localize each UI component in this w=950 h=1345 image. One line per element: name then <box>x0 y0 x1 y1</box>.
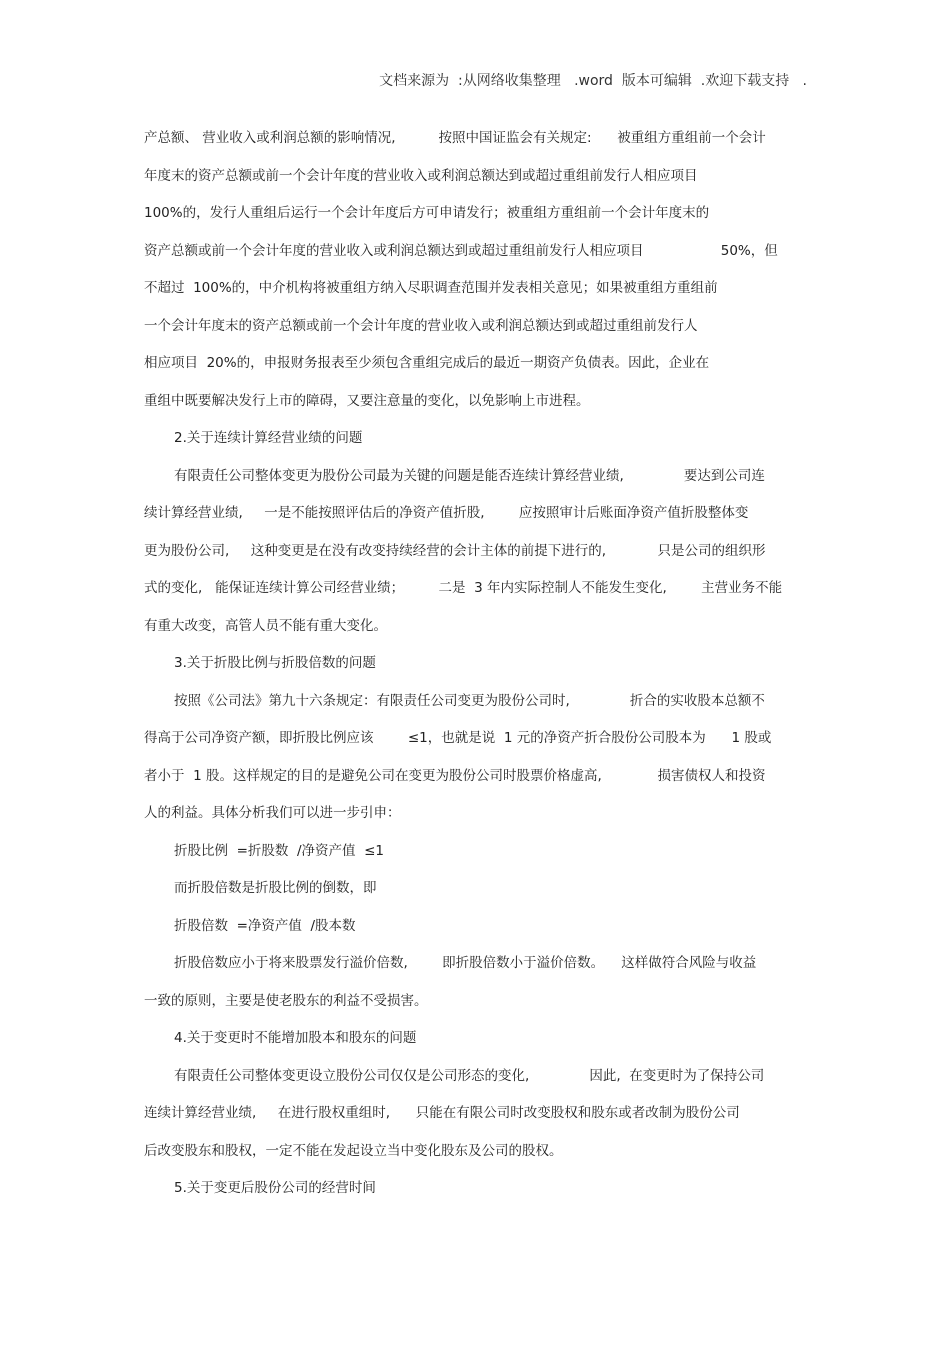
text-line: 人的利益。具体分析我们可以进一步引申： <box>144 805 401 821</box>
text-line: 资产总额或前一个会计年度的营业收入或利润总额达到或超过重组前发行人相应项目 50%，但 <box>144 242 778 259</box>
text-line: 有限责任公司整体变更设立股份公司仅仅是公司形态的变化, 因此, 在变更时为了保持公司 <box>174 1067 765 1084</box>
text-line: 100%的，发行人重组后运行一个会计年度后方可申请发行；被重组方重组前一个会计年度末的 <box>144 205 710 221</box>
text-line: 更为股份公司, 这种变更是在没有改变持续经营的会计主体的前提下进行的, 只是公司的组织形 <box>144 542 766 559</box>
text-line: 式的变化, 能保证连续计算公司经营业绩； 二是 3 年内实际控制人不能发生变化, 主营业务不能 <box>144 580 783 596</box>
text-line: 3.关于折股比例与折股倍数的问题 <box>174 655 376 671</box>
text-line: 相应项目 20%的，申报财务报表至少须包含重组完成后的最近一期资产负债表。因此，企业在 <box>144 355 710 371</box>
text-line: 产总额、 营业收入或利润总额的影响情况, 按照中国证监会有关规定: 被重组方重组前一个会计 <box>144 130 766 146</box>
text-line: 重组中既要解决发行上市的障碍，又要注意量的变化，以免影响上市进程。 <box>144 392 590 409</box>
text-line: 折股倍数应小于将来股票发行溢价倍数, 即折股倍数小于溢价倍数。 这样做符合风险与收益 <box>174 955 757 971</box>
text-line: 连续计算经营业绩, 在进行股权重组时, 只能在有限公司时改变股权和股东或者改制为股份公司 <box>144 1105 740 1121</box>
text-line: 折股倍数 =净资产值 /股本数 <box>174 917 356 934</box>
text-line: 2.关于连续计算经营业绩的问题 <box>174 430 363 446</box>
text-line: 5.关于变更后股份公司的经营时间 <box>174 1180 376 1196</box>
text-line: 而折股倍数是折股比例的倒数，即 <box>174 880 377 896</box>
text-line: 年度末的资产总额或前一个会计年度的营业收入或利润总额达到或超过重组前发行人相应项目 <box>144 167 698 184</box>
text-line: 不超过 100%的，中介机构将被重组方纳入尽职调查范围并发表相关意见；如果被重组方重组前 <box>144 280 718 296</box>
text-line: 有重大改变，高管人员不能有重大变化。 <box>144 617 387 634</box>
text-line: 者小于 1 股。这样规定的目的是避免公司在变更为股份公司时股票价格虚高, 损害债权人和投资 <box>144 767 766 784</box>
text-line: 续计算经营业绩, 一是不能按照评估后的净资产值折股, 应按照审计后账面净资产值折股整体变 <box>144 505 749 521</box>
text-line: 一致的原则，主要是使老股东的利益不受损害。 <box>144 992 428 1009</box>
text-line: 得高于公司净资产额，即折股比例应该 ≤1，也就是说 1 元的净资产折合股份公司股本为 1 股或 <box>144 730 772 746</box>
text-line: 一个会计年度末的资产总额或前一个会计年度的营业收入或利润总额达到或超过重组前发行人 <box>144 317 698 334</box>
text-line: 按照《公司法》第九十六条规定：有限责任公司变更为股份公司时, 折合的实收股本总额不 <box>174 692 765 709</box>
text-line: 4.关于变更时不能增加股本和股东的问题 <box>174 1030 417 1046</box>
text-line: 有限责任公司整体变更为股份公司最为关键的问题是能否连续计算经营业绩, 要达到公司连 <box>174 467 765 484</box>
text-line: 后改变股东和股权，一定不能在发起设立当中变化股东及公司的股权。 <box>144 1142 563 1159</box>
document-body <box>144 120 804 1208</box>
text-line: 折股比例 =折股数 /净资产值 ≤1 <box>174 842 385 859</box>
document-header: 文档来源为 :从网络收集整理 .word 版本可编辑 .欢迎下载支持 . <box>379 73 807 89</box>
